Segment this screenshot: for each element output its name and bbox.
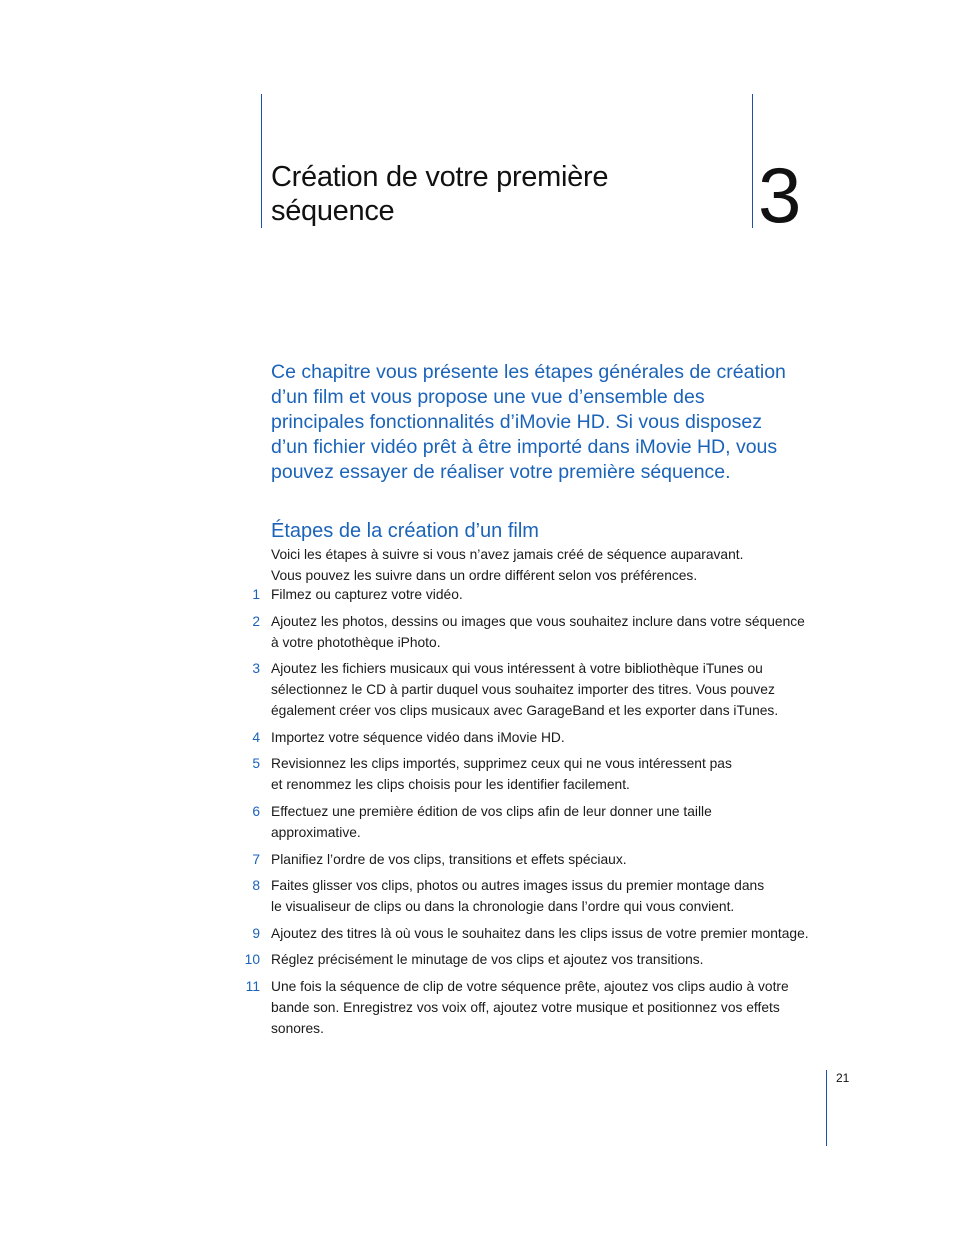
step-item [0,658,954,721]
step-text-line: le visualiseur de clips ou dans la chronologie dans l’ordre qui vous convient. [271,899,735,915]
chapter-title-line: Création de votre première [271,161,609,193]
section-heading: Étapes de la création d’un film [271,520,539,542]
step-number: 8 [252,878,260,894]
step-item [0,949,954,970]
step-item [0,753,954,795]
step-text [271,753,831,795]
chapter-title [271,160,711,228]
chapter-rule-right [752,94,753,228]
step-number: 5 [252,756,260,772]
step-number: 3 [252,661,260,677]
chapter-rule-left [261,94,262,228]
step-text-line: Importez votre séquence vidéo dans iMovie HD. [271,729,565,745]
step-item [0,875,954,917]
step-text-line: Ajoutez les fichiers musicaux qui vous intéressent à votre bibliothèque iTunes ou [271,661,763,677]
step-text-line: Réglez précisément le minutage de vos clips et ajoutez vos transitions. [271,952,704,968]
step-text [271,658,831,721]
section-intro [271,544,831,586]
step-text-line: Ajoutez des titres là où vous le souhaitez dans les clips issus de votre premier montage. [271,925,809,941]
step-number: 1 [252,587,260,602]
step-text-line: bande son. Enregistrez vos voix off, ajoutez votre musique et positionnez vos effets [271,999,780,1015]
step-item [0,611,954,653]
step-text [271,849,831,870]
step-item [0,584,954,605]
step-text-line: et renommez les clips choisis pour les identifier facilement. [271,777,630,793]
step-text-line: Filmez ou capturez votre vidéo. [271,587,463,602]
step-number: 11 [245,978,260,994]
section-intro-line: Vous pouvez les suivre dans un ordre différent selon vos préférences. [271,568,698,583]
step-item [0,727,954,748]
step-number: 7 [252,851,260,867]
steps-list [0,584,954,1045]
step-text-line: sonores. [271,1020,324,1036]
step-text-line: à votre photothèque iPhoto. [271,634,441,650]
step-text-line: approximative. [271,824,361,840]
step-number: 9 [252,925,260,941]
step-text-line: Planifiez l’ordre de vos clips, transitions et effets spéciaux. [271,851,627,867]
step-number: 10 [244,952,260,968]
step-text [271,976,831,1039]
step-item [0,849,954,870]
step-text-line: Revisionnez les clips importés, supprimez ceux qui ne vous intéressent pas [271,756,732,772]
step-number: 2 [252,613,260,629]
section-intro-line: Voici les étapes à suivre si vous n’avez jamais créé de séquence auparavant. [271,547,744,562]
page-number: 21 [836,1071,850,1085]
step-text [271,923,831,944]
step-text-line: sélectionnez le CD à partir duquel vous souhaitez importer des titres. Vous pouvez [271,682,775,698]
step-text-line: Une fois la séquence de clip de votre séquence prête, ajoutez vos clips audio à votre [271,978,789,994]
step-text-line: Effectuez une première édition de vos clips afin de leur donner une taille [271,803,712,819]
step-text-line: Faites glisser vos clips, photos ou autres images issus du premier montage dans [271,878,765,894]
step-text [271,949,831,970]
step-text [271,875,831,917]
step-number: 6 [252,803,260,819]
step-item [0,801,954,843]
step-text [271,801,831,843]
step-item [0,976,954,1039]
step-text-line: Ajoutez les photos, dessins ou images que vous souhaitez inclure dans votre séquence [271,613,805,629]
step-number: 4 [252,729,260,745]
step-item [0,923,954,944]
chapter-intro: Ce chapitre vous présente les étapes générales de création d’un film et vous propose une vue d’ensemble des principales fonctionnalités d’iMovie HD. Si vous disposez d’un fichier vidéo prêt à être importé dans iMovie HD, vous pouvez essayer de réaliser votre première séquence. [271,361,786,483]
chapter-title-line: séquence [271,195,395,227]
chapter-number: 3 [758,151,802,239]
page-number-rule [826,1070,827,1146]
step-text [271,584,831,605]
step-text [271,611,831,653]
step-text-line: également créer vos clips musicaux avec GarageBand et les exporter dans iTunes. [271,703,779,719]
step-text [271,727,831,748]
